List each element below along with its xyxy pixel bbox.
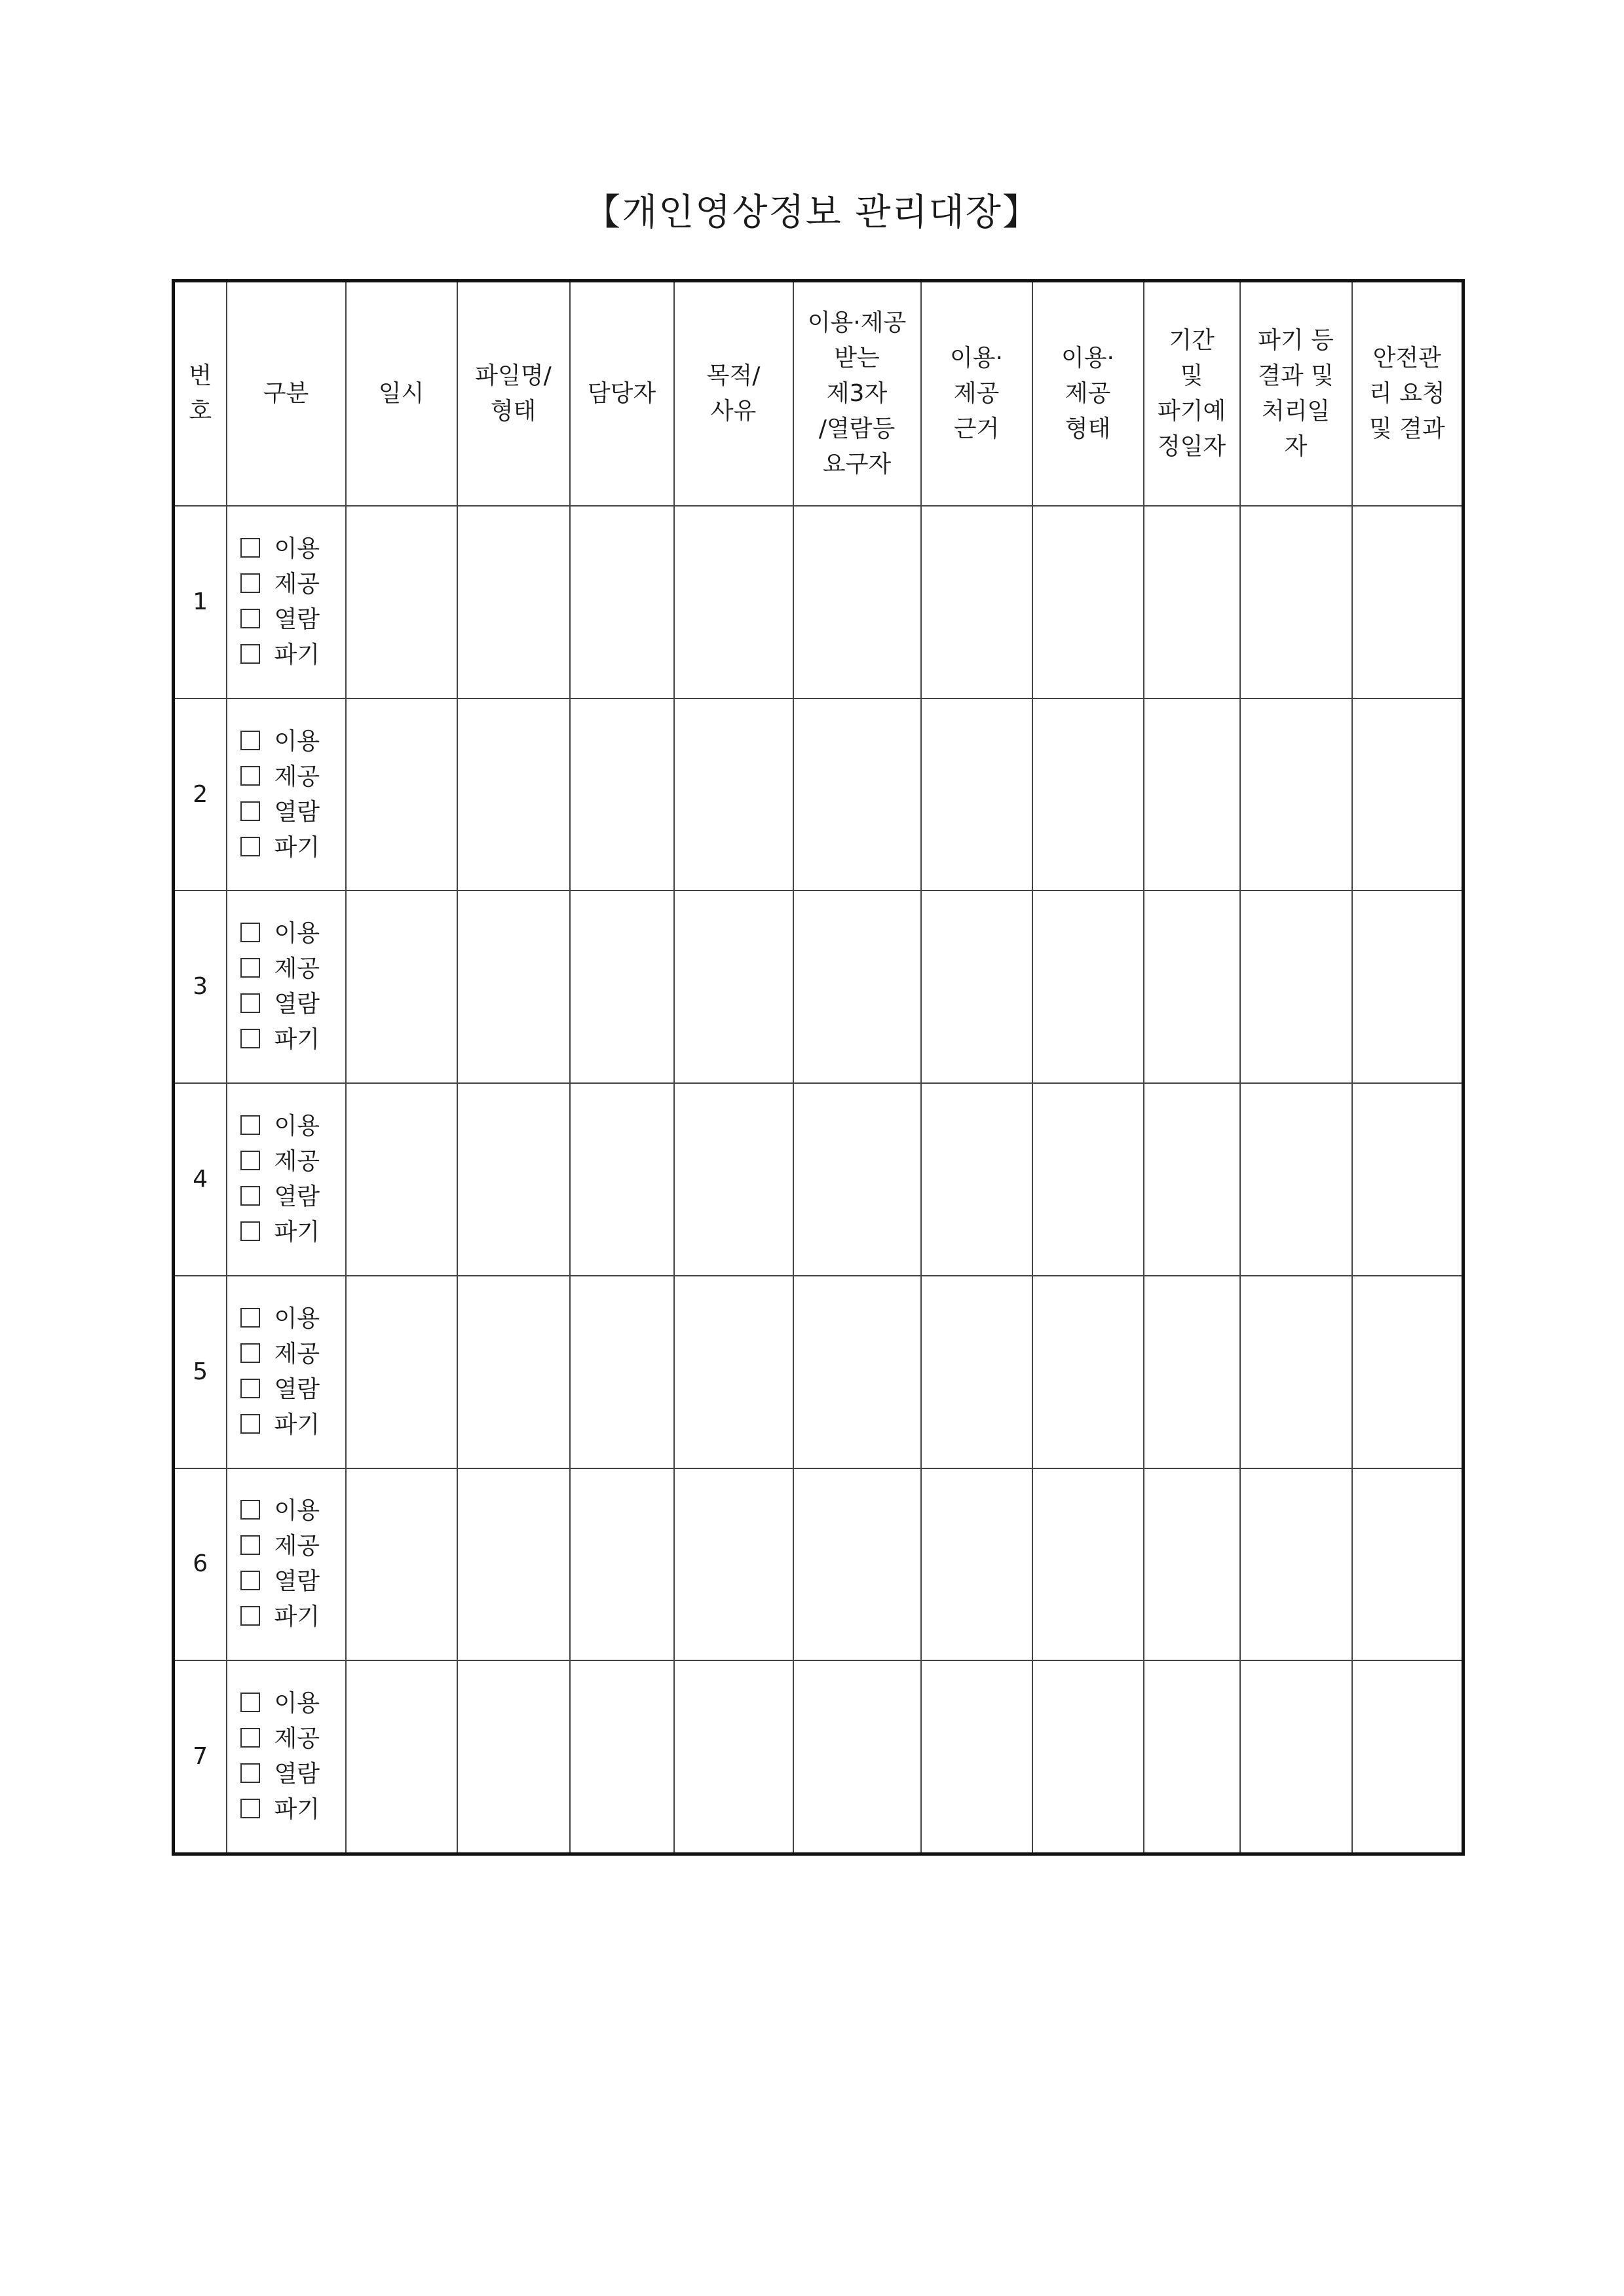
category-option[interactable] (240, 1022, 345, 1058)
checkbox-label: 파기 (274, 833, 320, 861)
header-label: 담당자 (587, 380, 656, 407)
checkbox[interactable] (240, 958, 260, 978)
empty-entry-cell[interactable] (1144, 1468, 1240, 1661)
empty-entry-cell[interactable] (1352, 1083, 1463, 1276)
empty-entry-cell[interactable] (1032, 1276, 1144, 1468)
header-row (174, 281, 1463, 507)
header-label: 일시 (378, 380, 425, 407)
empty-entry-cell[interactable] (457, 1276, 570, 1468)
checkbox[interactable] (240, 609, 260, 628)
checkbox[interactable] (240, 801, 260, 821)
category-option[interactable] (240, 1215, 345, 1250)
header-label: 파기 등 결과 및 처리일 자 (1258, 327, 1334, 460)
row-number: 1 (174, 506, 227, 698)
empty-entry-cell[interactable] (1032, 890, 1144, 1083)
row-number: 6 (174, 1468, 227, 1661)
empty-entry-cell[interactable] (793, 1468, 921, 1661)
empty-entry-cell[interactable] (346, 890, 457, 1083)
empty-entry-cell[interactable] (457, 1468, 570, 1661)
category-option[interactable] (240, 1372, 345, 1407)
checkbox[interactable] (240, 1151, 260, 1170)
category-checklist (227, 1301, 345, 1443)
checkbox[interactable] (240, 1535, 260, 1555)
document-title: 【개인영상정보 관리대장】 (584, 191, 1040, 234)
empty-entry-cell[interactable] (570, 1468, 674, 1661)
checkbox[interactable] (240, 837, 260, 856)
header-label: 번 호 (189, 362, 212, 425)
category-checklist (227, 916, 345, 1058)
category-option[interactable] (240, 1686, 345, 1721)
empty-entry-cell[interactable] (346, 1083, 457, 1276)
row-number: 2 (174, 698, 227, 891)
category-option[interactable] (240, 724, 345, 759)
category-cell (227, 506, 346, 698)
header-datetime (346, 281, 457, 507)
empty-entry-cell[interactable] (921, 1083, 1032, 1276)
checkbox-label: 이용 (274, 920, 320, 947)
header-form (1032, 281, 1144, 507)
row-number: 3 (174, 890, 227, 1083)
empty-entry-cell[interactable] (1032, 1083, 1144, 1276)
empty-entry-cell[interactable] (1352, 1276, 1463, 1468)
category-cell (227, 1276, 346, 1468)
checkbox-label: 제공 (274, 955, 320, 983)
category-option[interactable] (240, 1144, 345, 1179)
checkbox-label: 제공 (274, 1725, 320, 1753)
empty-entry-cell[interactable] (1144, 698, 1240, 891)
checkbox-label: 제공 (274, 1340, 320, 1368)
checkbox[interactable] (240, 1571, 260, 1590)
checkbox[interactable] (240, 1606, 260, 1626)
checkbox[interactable] (240, 1308, 260, 1328)
empty-entry-cell[interactable] (570, 890, 674, 1083)
category-option[interactable] (240, 1407, 345, 1443)
empty-entry-cell[interactable] (793, 698, 921, 891)
empty-entry-cell[interactable] (793, 1660, 921, 1854)
category-cell (227, 698, 346, 891)
empty-entry-cell[interactable] (921, 1660, 1032, 1854)
empty-entry-cell[interactable] (1032, 698, 1144, 891)
category-cell (227, 1660, 346, 1854)
header-category (227, 281, 346, 507)
category-cell (227, 1083, 346, 1276)
empty-entry-cell[interactable] (570, 1660, 674, 1854)
empty-entry-cell[interactable] (674, 1083, 793, 1276)
table-row (174, 698, 1463, 891)
empty-entry-cell[interactable] (1240, 506, 1352, 698)
empty-entry-cell[interactable] (921, 1468, 1032, 1661)
table-row (174, 1276, 1463, 1468)
empty-entry-cell[interactable] (1144, 890, 1240, 1083)
checkbox[interactable] (240, 1693, 260, 1712)
category-option[interactable] (240, 1179, 345, 1215)
empty-entry-cell[interactable] (1352, 698, 1463, 891)
empty-entry-cell[interactable] (1032, 1468, 1144, 1661)
empty-entry-cell[interactable] (793, 506, 921, 698)
empty-entry-cell[interactable] (457, 506, 570, 698)
empty-entry-cell[interactable] (457, 890, 570, 1083)
category-checklist (227, 724, 345, 866)
category-option[interactable] (240, 1721, 345, 1757)
checkbox-label: 이용 (274, 1112, 320, 1139)
checkbox[interactable] (240, 1414, 260, 1434)
empty-entry-cell[interactable] (793, 1276, 921, 1468)
table-row (174, 1468, 1463, 1661)
category-option[interactable] (240, 567, 345, 602)
checkbox[interactable] (240, 1379, 260, 1398)
empty-entry-cell[interactable] (1352, 506, 1463, 698)
checkbox[interactable] (240, 1029, 260, 1048)
empty-entry-cell[interactable] (346, 698, 457, 891)
empty-entry-cell[interactable] (570, 1083, 674, 1276)
table-row (174, 890, 1463, 1083)
empty-entry-cell[interactable] (457, 698, 570, 891)
table-row (174, 506, 1463, 698)
checkbox-label: 이용 (274, 1305, 320, 1332)
empty-entry-cell[interactable] (674, 1660, 793, 1854)
category-option[interactable] (240, 1792, 345, 1827)
empty-entry-cell[interactable] (674, 890, 793, 1083)
category-option[interactable] (240, 1337, 345, 1372)
header-label: 목적/ 사유 (706, 362, 761, 425)
empty-entry-cell[interactable] (1144, 1276, 1240, 1468)
header-label: 기간 및 파기예 정일자 (1157, 327, 1226, 460)
empty-entry-cell[interactable] (457, 1660, 570, 1854)
checkbox[interactable] (240, 1728, 260, 1748)
category-option[interactable] (240, 531, 345, 567)
empty-entry-cell[interactable] (346, 1660, 457, 1854)
checkbox[interactable] (240, 993, 260, 1013)
checkbox-label: 열람 (274, 605, 320, 633)
checkbox-label: 파기 (274, 1796, 320, 1824)
checkbox-label: 제공 (274, 1147, 320, 1175)
category-option[interactable] (240, 1493, 345, 1529)
category-cell (227, 1468, 346, 1661)
empty-entry-cell[interactable] (346, 506, 457, 698)
checkbox-label: 제공 (274, 1533, 320, 1560)
category-option[interactable] (240, 987, 345, 1022)
empty-entry-cell[interactable] (1032, 506, 1144, 698)
header-safety (1352, 281, 1463, 507)
category-option[interactable] (240, 602, 345, 638)
checkbox[interactable] (240, 923, 260, 942)
checkbox-label: 열람 (274, 1568, 320, 1596)
empty-entry-cell[interactable] (674, 698, 793, 891)
checkbox[interactable] (240, 644, 260, 664)
empty-entry-cell[interactable] (793, 890, 921, 1083)
category-option[interactable] (240, 951, 345, 987)
header-label: 이용·제공 받는 제3자 /열람등 요구자 (807, 309, 907, 478)
empty-entry-cell[interactable] (674, 1468, 793, 1661)
category-option[interactable] (240, 1109, 345, 1144)
category-checklist (227, 1686, 345, 1827)
empty-entry-cell[interactable] (1352, 1660, 1463, 1854)
category-option[interactable] (240, 795, 345, 830)
checkbox-label: 제공 (274, 763, 320, 790)
header-filename (457, 281, 570, 507)
empty-entry-cell[interactable] (1240, 890, 1352, 1083)
empty-entry-cell[interactable] (1144, 1083, 1240, 1276)
category-option[interactable] (240, 1301, 345, 1337)
category-option[interactable] (240, 1564, 345, 1599)
category-option[interactable] (240, 830, 345, 866)
checkbox[interactable] (240, 1221, 260, 1241)
header-basis (921, 281, 1032, 507)
header-label: 이용· 제공 형태 (1061, 345, 1114, 442)
checkbox-label: 열람 (274, 1375, 320, 1403)
checkbox[interactable] (240, 731, 260, 750)
empty-entry-cell[interactable] (1144, 506, 1240, 698)
checkbox-label: 파기 (274, 1218, 320, 1246)
checkbox[interactable] (240, 1763, 260, 1783)
empty-entry-cell[interactable] (1240, 1660, 1352, 1854)
header-label: 파일명/ 형태 (475, 362, 552, 425)
checkbox-label: 열람 (274, 1183, 320, 1210)
header-label: 구분 (263, 380, 309, 407)
checkbox-label: 파기 (274, 641, 320, 668)
header-period (1144, 281, 1240, 507)
empty-entry-cell[interactable] (921, 506, 1032, 698)
empty-entry-cell[interactable] (1352, 1468, 1463, 1661)
checkbox[interactable] (240, 1500, 260, 1520)
checkbox-label: 열람 (274, 991, 320, 1018)
empty-entry-cell[interactable] (570, 698, 674, 891)
empty-entry-cell[interactable] (1032, 1660, 1144, 1854)
header-recipient (793, 281, 921, 507)
empty-entry-cell[interactable] (346, 1276, 457, 1468)
empty-entry-cell[interactable] (570, 1276, 674, 1468)
empty-entry-cell[interactable] (1240, 1276, 1352, 1468)
category-checklist (227, 531, 345, 673)
header-label: 이용· 제공 근거 (950, 345, 1003, 442)
row-number: 4 (174, 1083, 227, 1276)
empty-entry-cell[interactable] (674, 1276, 793, 1468)
empty-entry-cell[interactable] (1240, 1083, 1352, 1276)
table-row (174, 1083, 1463, 1276)
checkbox[interactable] (240, 538, 260, 558)
checkbox-label: 이용 (274, 535, 320, 562)
category-option[interactable] (240, 916, 345, 951)
category-cell (227, 890, 346, 1083)
table-row (174, 1660, 1463, 1854)
empty-entry-cell[interactable] (570, 506, 674, 698)
row-number: 5 (174, 1276, 227, 1468)
empty-entry-cell[interactable] (921, 890, 1032, 1083)
header-number (174, 281, 227, 507)
management-ledger-table (172, 279, 1465, 1856)
empty-entry-cell[interactable] (921, 698, 1032, 891)
checkbox-label: 파기 (274, 1411, 320, 1438)
category-checklist (227, 1109, 345, 1250)
category-option[interactable] (240, 1599, 345, 1635)
header-label: 안전관 리 요청 및 결과 (1369, 345, 1445, 442)
category-option[interactable] (240, 759, 345, 795)
category-checklist (227, 1493, 345, 1635)
checkbox[interactable] (240, 766, 260, 786)
checkbox-label: 이용 (274, 1690, 320, 1717)
empty-entry-cell[interactable] (921, 1276, 1032, 1468)
header-disposal-result (1240, 281, 1352, 507)
empty-entry-cell[interactable] (346, 1468, 457, 1661)
empty-entry-cell[interactable] (1240, 1468, 1352, 1661)
checkbox-label: 이용 (274, 727, 320, 755)
checkbox-label: 열람 (274, 798, 320, 826)
empty-entry-cell[interactable] (674, 506, 793, 698)
checkbox-label: 이용 (274, 1497, 320, 1525)
category-option[interactable] (240, 1529, 345, 1564)
checkbox-label: 열람 (274, 1761, 320, 1788)
category-option[interactable] (240, 638, 345, 673)
checkbox-label: 제공 (274, 570, 320, 598)
header-manager (570, 281, 674, 507)
empty-entry-cell[interactable] (793, 1083, 921, 1276)
header-purpose (674, 281, 793, 507)
empty-entry-cell[interactable] (1352, 890, 1463, 1083)
row-number: 7 (174, 1660, 227, 1854)
checkbox[interactable] (240, 1186, 260, 1206)
checkbox-label: 파기 (274, 1603, 320, 1631)
checkbox[interactable] (240, 1799, 260, 1818)
checkbox[interactable] (240, 573, 260, 593)
empty-entry-cell[interactable] (457, 1083, 570, 1276)
checkbox-label: 파기 (274, 1026, 320, 1054)
checkbox[interactable] (240, 1115, 260, 1135)
checkbox[interactable] (240, 1343, 260, 1363)
empty-entry-cell[interactable] (1144, 1660, 1240, 1854)
empty-entry-cell[interactable] (1240, 698, 1352, 891)
category-option[interactable] (240, 1757, 345, 1792)
